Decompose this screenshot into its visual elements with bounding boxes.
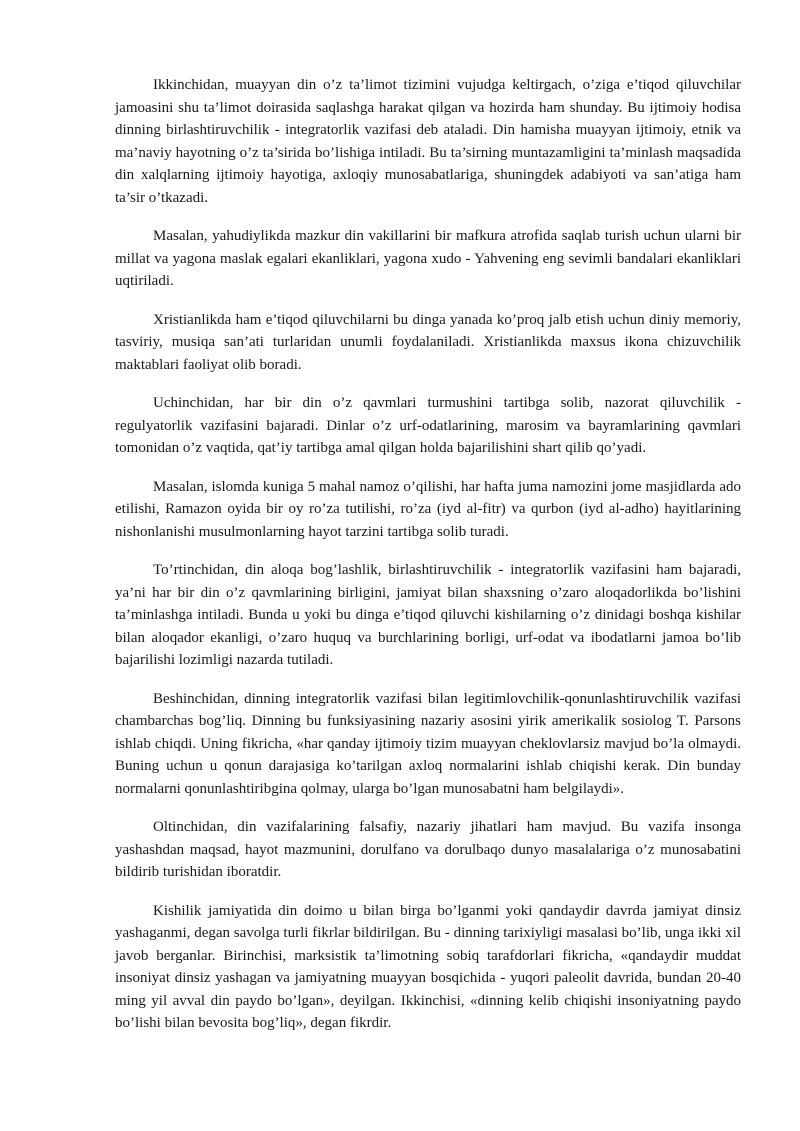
paragraph-6: To’rtinchidan, din aloqa bog’lashlik, birlashtiruvchilik - integratorlik vazifasini ham bajaradi, ya’ni har bir din o’z qavmlarining birligini, jamiyat bilan shaxsning o’zaro aloqadorlikda bo’lishini ta’minlashga intiladi. Bunda u yoki bu dinga e’tiqod qiluvchi kishilarning o’z dinidagi boshqa kishilar bilan aloqador ekanligi, o’zaro huquq va burchlarining borligi, urf-odat va ibodatlarni jamoa bo’lib bajarilishi lozimligi nazarda tutiladi.	[115, 562, 741, 668]
paragraph-3: Xristianlikda ham e’tiqod qiluvchilarni bu dinga yanada ko’proq jalb etish uchun diniy memoriy, tasviriy, musiqa san’ati turlaridan unumli foydalaniladi. Xristianlikda maxsus ikona chizuvchilik maktablari faoliyat olib boradi.	[115, 311, 741, 373]
paragraph-8: Oltinchidan, din vazifalarining falsafiy, nazariy jihatlari ham mavjud. Bu vazifa insonga yashashdan maqsad, hayot mazmunini, dorulfano va dorulbaqo dunyo masalalariga o’z munosabatini bildirib turishidan iboratdir.	[115, 819, 741, 880]
paragraph-9: Kishilik jamiyatida din doimo u bilan birga bo’lganmi yoki qandaydir davrda jamiyat dinsiz yashaganmi, degan savolga turli fikrlar bildirilgan. Bu - dinning tarixiyligi masalasi bo’lib, unga ikki xil javob berganlar. Birinchisi, marksistik ta’limotning sobiq tarafdorlari fikricha, «qandaydir muddat insoniyat dinsiz yashagan va jamiyatning muayyan bosqichida - yuqori paleolit davrida, bundan 20-40 ming yil avval din paydo bo’lgan», deyilgan. Ikkinchisi, «dinning kelib chiqishi insoniyatning paydo bo’lishi bilan bevosita bog’liq», degan fikrdir.	[115, 902, 741, 1031]
paragraph-4: Uchinchidan, har bir din o’z qavmlari turmushini tartibga solib, nazorat qiluvchilik - regulyatorlik vazifasini bajaradi. Dinlar o’z urf-odatlarining, marosim va bayramlarining qavmlari tomonidan o’z vaqtida, qat’iy tartibga amal qilgan holda bajarilishini shart qilib qo’yadi.	[115, 395, 741, 456]
document-page	[115, 74, 741, 1051]
paragraph-7: Beshinchidan, dinning integratorlik vazifasi bilan legitimlovchilik-qonunlashtiruvchilik vazifasi chambarchas bog’liq. Dinning bu funksiyasining nazariy asosini yirik amerikalik sosiolog T. Parsons ishlab chiqdi. Uning fikricha, «har qanday ijtimoiy tizim muayyan cheklovlarsiz mavjud bo’la olmaydi. Buning uchun u qonun darajasiga ko’tarilgan axloq normalarini ishlab chiqishi kerak. Din bunday normalarni qonunlashtiribgina qolmay, ularga bo’lgan munosabatni ham belgilaydi».	[115, 690, 741, 797]
paragraph-1: Ikkinchidan, muayyan din o’z ta’limot tizimini vujudga keltirgach, o’ziga e’tiqod qiluvchilar jamoasini shu ta’limot doirasida saqlashga harakat qilgan va hozirda ham shunday. Bu ijtimoiy hodisa dinning birlashtiruvchilik - integratorlik vazifasi deb ataladi. Din hamisha muayyan ijtimoiy, etnik va ma’naviy hayotning o’z ta’sirida bo’lishiga intiladi. Bu ta’sirning muntazamligini ta’minlash maqsadida din xalqlarning ijtimoiy hayotiga, axloqiy munosabatlariga, shuningdek adabiyoti va san’atiga ham ta’sir o’tkazadi.	[115, 77, 741, 206]
paragraph-2: Masalan, yahudiylikda mazkur din vakillarini bir mafkura atrofida saqlab turish uchun ularni bir millat va yagona maslak egalari ekanliklari, yagona xudo - Yahvening eng sevimli bandalari ekanliklari uqtiriladi.	[115, 228, 741, 289]
paragraph-5: Masalan, islomda kuniga 5 mahal namoz o’qilishi, har hafta juma namozini jome masjidlarda ado etilishi, Ramazon oyida bir oy ro’za tutilishi, ro’za (iyd al-fitr) va qurbon (iyd al-adho) hayitlarining nishonlanishi musulmonlarning hayot tarzini tartibga solib turadi.	[115, 478, 741, 540]
